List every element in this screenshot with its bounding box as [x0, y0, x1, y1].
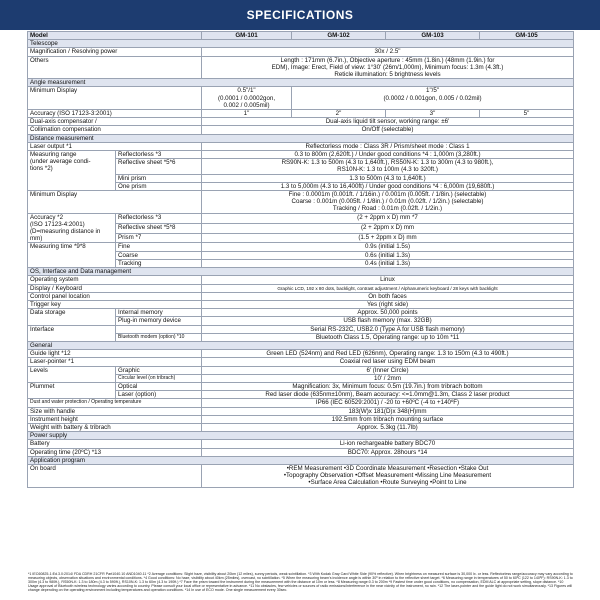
others-line-1: Length : 171mm (6.7in.), Objective aperture : 45mm (1.8in.) (48mm (1.9in.) for: [280, 56, 495, 64]
range-mini-prism-row: Mini prism 1.3 to 500m (4.3 to 1,640ft.): [28, 174, 574, 182]
display-row: Display / Keyboard Graphic LCD, 192 x 80 dots, backlight, contrast adjustment / Alphanumeric keyboard / 28 keys with backlight: [28, 284, 574, 292]
battery-row: Battery Li-ion rechargeable battery BDC70: [28, 440, 574, 448]
section-application: Application program: [28, 456, 574, 464]
meas-time-tracking-row: Tracking 0.4s (initial 1.3s): [28, 259, 574, 267]
model-row: [28, 32, 574, 40]
levels-circular-row: Circular level (on tribrach) 10' / 2mm: [28, 374, 574, 382]
footnotes: *1 IEC60825-1:Ed.3.0:2014/ FDA CDRH 21CFR Part1040.10 AND1040.11 *2 Average conditions: Slight haze, visibility about 20km (12 miles), sunny periods, weak scintillation. *3 With Kodak Gray Card White Side (90% reflective). When brightness on measured surface is 30,000 lx. or less. Reflectorless range/accuracy may vary according to measuring objects, observation situations and environmental conditions. *4 Good conditions: No haze, visibility about 40km (25miles), overcast, no scintillation. *5 When the measuring beam's incidence angle is within 30º in relation to the reflective sheet target. *6 Measuring range in temperatures of 50 to 60ºC (122 to 140ºF): RS90N-K: 1.3 to 300m (4.3 to 980ft.), RS50N-K: 1.3 to 180m (4.3 to 590ft.), RS10N-K: 1.3 to 60m (4.3 to 190ft.) *7 Face the prism toward the instrument during the measurement with the distance at 10m or less. *8 Measuring range:0.3 to 200m *9 Fastest time under good conditions, no compensation, EDM ALC at appropriate setting, slope distance. *10 Usage approval of Bluetooth wireless technology varies according to country. Please consult your local office or representative in advance. *11 No obstacles, few vehicles or sources of radio emissions/interference in the near vicinity of the instrument, no rain. *12 The laser-pointer and the guide light do not work simultaneously. *13 Figures will change depending on the operating environment including temperatures and operation conditions. *14 In use of ECO mode. One single measurement every 30sec.: [28, 572, 573, 593]
dist-accuracy-sheet-row: Reflective sheet *5*8 (2 + 2ppm x D) mm: [28, 223, 574, 233]
section-angle: Angle measurement: [28, 79, 574, 87]
section-distance: Distance measurement: [28, 134, 574, 142]
collimation-row: Collimation compensation On/Off (selectable): [28, 126, 574, 134]
storage-plugin-row: Plug-in memory device USB flash memory (max. 32GB): [28, 317, 574, 325]
section-os: OS, Interface and Data management: [28, 268, 574, 276]
dust-water-row: Dust and water protection / Operating temperature IP66 (IEC 60529:2001) / -20 to +60ºC (-4 to +140ºF): [28, 399, 574, 407]
size-row: Size with handle 183(W)x 181(D)x 348(H)mm: [28, 407, 574, 415]
control-panel-row: Control panel location On both faces: [28, 292, 574, 300]
model-gm101: GM-101: [202, 32, 292, 40]
dual-axis-row: Dual-axis compensator / Dual-axis liquid tilt sensor, working range: ±6': [28, 118, 574, 126]
section-power: Power supply: [28, 432, 574, 440]
model-gm103: GM-103: [386, 32, 480, 40]
trigger-row: Trigger key Yes (right side): [28, 300, 574, 308]
onboard-row: On board •REM Measurement •3D Coordinate Measurement •Resection •Stake Out •Topography Observation •Offset Measurement •Missing Line Measurement •Surface Area Calculation •Route Surveying •Point to Line: [28, 464, 574, 487]
magnification-row: Magnification / Resolving power 30x / 2.5": [28, 48, 574, 56]
spec-table: [27, 31, 574, 488]
os-row: Operating system Linux: [28, 276, 574, 284]
height-row: Instrument height 192.5mm from tribrach mounting surface: [28, 415, 574, 423]
model-gm105: GM-105: [480, 32, 574, 40]
laser-pointer-row: Laser-pointer *1 Coaxial red laser using EDM beam: [28, 358, 574, 366]
section-general: General: [28, 341, 574, 349]
levels-graphic-row: Levels Graphic 6' (Inner Circle): [28, 366, 574, 374]
angle-accuracy-row: Accuracy (ISO 17123-3:2001) 1" 2" 3" 5": [28, 110, 574, 118]
plummet-laser-row: Laser (option) Red laser diode (635nm±10nm), Beam accuracy: <=1.0mm@1.3m, Class 2 laser product: [28, 391, 574, 399]
section-telescope: Telescope: [28, 40, 574, 48]
dist-accuracy-reflectorless-row: Accuracy *2 (ISO 17123-4:2001) (D=measuring distance in mm) Reflectorless *3 (2 + 2ppm x D) mm *7: [28, 213, 574, 223]
range-sheet-row: Reflective sheet *5*6 RS90N-K: 1.3 to 500m (4.3 to 1,640ft.), RS50N-K: 1.3 to 300m (4.3 to 980ft.), RS10N-K: 1.3 to 100m (4.3 to 320ft.): [28, 159, 574, 174]
storage-internal-row: Data storage Internal memory Approx. 50,000 points: [28, 309, 574, 317]
model-gm102: GM-102: [292, 32, 386, 40]
distance-min-display-row: Minimum Display Fine : 0.0001m (0.001ft. / 1/16in.) / 0.001m (0.005ft. / 1/8in.) (selectable) Coarse : 0.001m (0.005ft. / 1/8in.) / 0.01m (0.02ft. / 1/2in.) (selectable) Tracking / Road : 0.01m (0.02ft. / 1/2in.): [28, 191, 574, 214]
plummet-optical-row: Plummet Optical Magnification: 3x, Minimum focus: 0.5m (19.7in.) from tribrach bottom: [28, 382, 574, 390]
operating-time-row: Operating time (20ºC) *13 BDC70: Approx. 28hours *14: [28, 448, 574, 456]
spec-title: SPECIFICATIONS: [0, 0, 600, 30]
range-one-prism-row: One prism 1.3 to 5,000m (4.3 to 16,400ft) / Under good conditions *4 : 6,000m (19,680ft.): [28, 182, 574, 190]
others-row: Others Length : 171mm (6.7in.), Objective aperture : 45mm (1.8in.) (48mm (1.9in.) for EDM), Image: Erect, Field of view: 1°30' (26m/1,000m), Minimum focus: 1.3m (4.3ft.) Reticle illumination: 5 brightness levels: [28, 56, 574, 79]
model-label: Model: [28, 32, 202, 40]
weight-row: Weight with battery & tribrach Approx. 5.3kg (11.7lb): [28, 423, 574, 431]
meas-time-coarse-row: Coarse 0.6s (initial 1.3s): [28, 251, 574, 259]
meas-time-fine-row: Measuring time *9*8 Fine 0.9s (initial 1.5s): [28, 243, 574, 251]
dist-accuracy-prism-row: Prism *7 (1.5 + 2ppm x D) mm: [28, 233, 574, 243]
guide-light-row: Guide light *12 Green LED (524nm) and Red LED (626nm), Operating range: 1.3 to 150m (4.3 to 490ft.): [28, 350, 574, 358]
laser-output-row: Laser output *1 Reflectorless mode : Class 3R / Prism/sheet mode : Class 1: [28, 142, 574, 150]
angle-min-display-row: Minimum Display 0.5"/1" (0.0001 / 0.0002gon, 0.002 / 0.005mil) 1"/5" (0.0002 / 0.001gon, 0.005 / 0.02mil): [28, 87, 574, 110]
others-line-3: Reticle illumination: 5 brightness levels: [334, 71, 441, 79]
interface-row: Interface Serial RS-232C, USB2.0 (Type A for USB flash memory): [28, 325, 574, 333]
bluetooth-row: Bluetooth modem (option) *10 Bluetooth Class 1.5, Operating range: up to 10m *11: [28, 333, 574, 341]
others-line-2: EDM), Image: Erect, Field of view: 1°30' (26m/1,000m), Minimum focus: 1.3m (4.3ft.): [271, 63, 504, 71]
range-reflectorless-row: Measuring range (under average condi- tions *2) Reflectorless *3 0.3 to 800m (2,620ft.) / Under good conditions *4 : 1,000m (3,280ft.): [28, 151, 574, 159]
